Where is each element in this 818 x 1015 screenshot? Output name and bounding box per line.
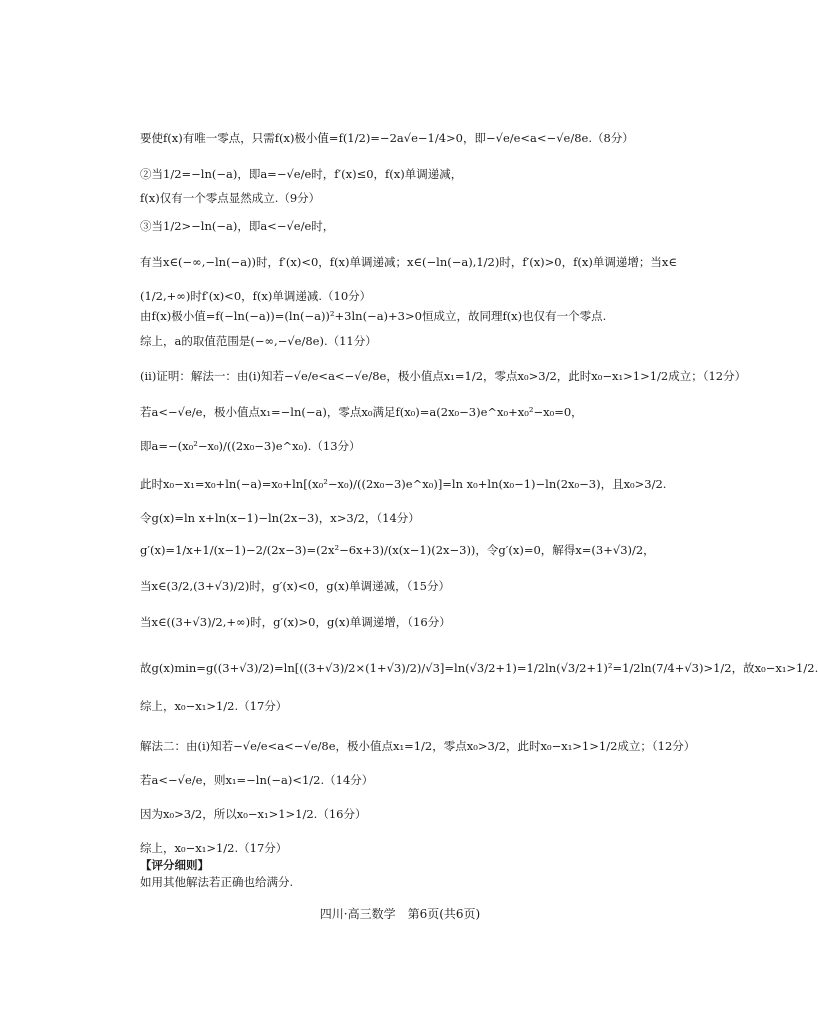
text-line: 故g(x)min=g((3+√3)/2)=ln[((3+√3)/2×(1+√3)/2)/√3]=ln(√3/2+1)=1/2ln(√3/2+1)²=1/2ln(7/4+√3)>1/2，故x₀−x₁>1/2.: [140, 661, 818, 675]
text-line: 综上，a的取值范围是(−∞,−√e/8e).（11分）: [140, 334, 377, 348]
page-footer: 四川·高三数学 第6页(共6页): [319, 907, 481, 921]
text-line: 此时x₀−x₁=x₀+ln(−a)=x₀+ln[(x₀²−x₀)/((2x₀−3)e^x₀)]=ln x₀+ln(x₀−1)−ln(2x₀−3)，且x₀>3/2.: [140, 477, 667, 491]
text-line: (ii)证明：解法一：由(i)知若−√e/e<a<−√e/8e，极小值点x₁=1/2，零点x₀>3/2，此时x₀−x₁>1>1/2成立；（12分）: [140, 369, 747, 383]
text-line: 解法二：由(i)知若−√e/e<a<−√e/8e，极小值点x₁=1/2，零点x₀>3/2，此时x₀−x₁>1>1/2成立；（12分）: [140, 739, 696, 753]
text-line: 如用其他解法若正确也给满分.: [140, 875, 294, 889]
text-line: 要使f(x)有唯一零点，只需f(x)极小值=f(1/2)=−2a√e−1/4>0，即−√e/e<a<−√e/8e.（8分）: [140, 131, 634, 145]
text-line: 综上，x₀−x₁>1/2.（17分）: [140, 841, 288, 855]
text-line: 因为x₀>3/2，所以x₀−x₁>1>1/2.（16分）: [140, 807, 367, 821]
text-line: 有当x∈(−∞,−ln(−a))时，f′(x)<0，f(x)单调递减；x∈(−ln(−a),1/2)时，f′(x)>0，f(x)单调递增；当x∈: [140, 255, 677, 269]
text-line: 令g(x)=ln x+ln(x−1)−ln(2x−3)，x>3/2，（14分）: [140, 511, 420, 525]
text-line: f(x)仅有一个零点显然成立.（9分）: [140, 191, 321, 205]
text-line: 若a<−√e/e，则x₁=−ln(−a)<1/2.（14分）: [140, 773, 374, 787]
text-line: g′(x)=1/x+1/(x−1)−2/(2x−3)=(2x²−6x+3)/(x(x−1)(2x−3))，令g′(x)=0，解得x=(3+√3)/2，: [140, 543, 655, 557]
text-line: 当x∈(3/2,(3+√3)/2)时，g′(x)<0，g(x)单调递减，（15分）: [140, 579, 450, 593]
text-line: 即a=−(x₀²−x₀)/((2x₀−3)e^x₀).（13分）: [140, 439, 361, 453]
text-line: ③当1/2>−ln(−a)，即a<−√e/e时，: [140, 219, 335, 233]
text-line: (1/2,+∞)时f′(x)<0，f(x)单调递减.（10分）: [140, 289, 372, 303]
text-line: 由f(x)极小值=f(−ln(−a))=(ln(−a))²+3ln(−a)+3>0恒成立，故同理f(x)也仅有一个零点.: [140, 309, 607, 323]
text-line: 当x∈((3+√3)/2,+∞)时，g′(x)>0，g(x)单调递增，（16分）: [140, 615, 451, 629]
text-line: ②当1/2=−ln(−a)，即a=−√e/e时，f′(x)≤0，f(x)单调递减，: [140, 167, 463, 181]
section-heading: 【评分细则】: [140, 858, 209, 872]
text-line: 若a<−√e/e，极小值点x₁=−ln(−a)，零点x₀满足f(x₀)=a(2x₀−3)e^x₀+x₀²−x₀=0，: [140, 405, 583, 419]
text-line: 综上，x₀−x₁>1/2.（17分）: [140, 699, 288, 713]
